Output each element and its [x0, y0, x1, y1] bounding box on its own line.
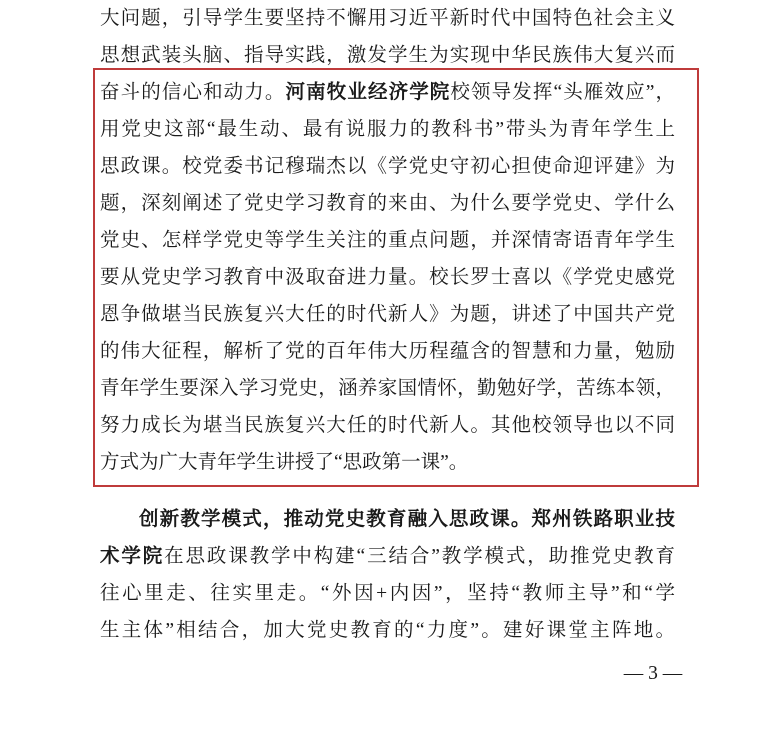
body-text: 校领导发挥“头雁效应”， — [450, 82, 675, 103]
body-text: 用党史这部“最生动、最有说服力的教科书”带头为青年学生上 — [100, 119, 675, 140]
text-line — [100, 0, 675, 37]
body-text: 恩争做堪当民族复兴大任的时代新人》为题，讲述了中国共产党 — [100, 304, 675, 325]
paragraph-thought-politics-first-lesson — [100, 0, 675, 481]
emphasized-text: 术学院 — [100, 545, 165, 567]
text-line — [100, 37, 675, 74]
body-text: 要从党史学习教育中汲取奋进力量。校长罗士喜以《学党史感党 — [100, 267, 675, 288]
body-text: 思政课。校党委书记穆瑞杰以《学党史守初心担使命迎评建》为 — [100, 156, 675, 177]
emphasized-text: 创新教学模式，推动党史教育融入思政课。郑州铁路职业技 — [139, 508, 675, 530]
emphasized-text: 河南牧业经济学院 — [285, 81, 451, 103]
body-text: 思想武装头脑、指导实践，激发学生为实现中华民族伟大复兴而 — [100, 45, 675, 66]
text-line — [100, 444, 675, 481]
body-text: 党史、怎样学党史等学生关注的重点问题，并深情寄语青年学生 — [100, 230, 675, 251]
body-text: 题，深刻阐述了党史学习教育的来由、为什么要学党史、学什么 — [100, 193, 675, 214]
body-text: 青年学生要深入学习党史，涵养家国情怀，勤勉好学，苦练本领， — [100, 378, 675, 399]
text-line — [100, 501, 675, 538]
body-text: 方式为广大青年学生讲授了“思政第一课”。 — [100, 452, 469, 473]
body-text: 生主体”相结合，加大党史教育的“力度”。建好课堂主阵地。 — [100, 620, 675, 641]
paragraph-innovative-teaching-mode — [100, 501, 675, 649]
body-text: 在思政课教学中构建“三结合”教学模式，助推党史教育 — [164, 546, 675, 567]
page-number: — 3 — — [623, 663, 683, 684]
text-line — [100, 612, 675, 649]
text-line — [100, 333, 675, 370]
text-line — [100, 575, 675, 612]
text-line — [100, 259, 675, 296]
text-line — [100, 185, 675, 222]
body-text: 的伟大征程，解析了党的百年伟大历程蕴含的智慧和力量，勉励 — [100, 341, 675, 362]
text-line — [100, 74, 675, 111]
body-text: 奋斗的信心和动力。 — [100, 82, 286, 103]
document-body — [100, 0, 675, 649]
body-text: 往心里走、往实里走。“外因+内因”，坚持“教师主导”和“学 — [100, 583, 675, 604]
body-text: 大问题，引导学生要坚持不懈用习近平新时代中国特色社会主义 — [100, 8, 675, 29]
body-text: 努力成长为堪当民族复兴大任的时代新人。其他校领导也以不同 — [100, 415, 675, 436]
text-line — [100, 538, 675, 575]
text-line — [100, 407, 675, 444]
text-line — [100, 370, 675, 407]
text-line — [100, 111, 675, 148]
text-line — [100, 222, 675, 259]
text-line — [100, 296, 675, 333]
text-line — [100, 148, 675, 185]
